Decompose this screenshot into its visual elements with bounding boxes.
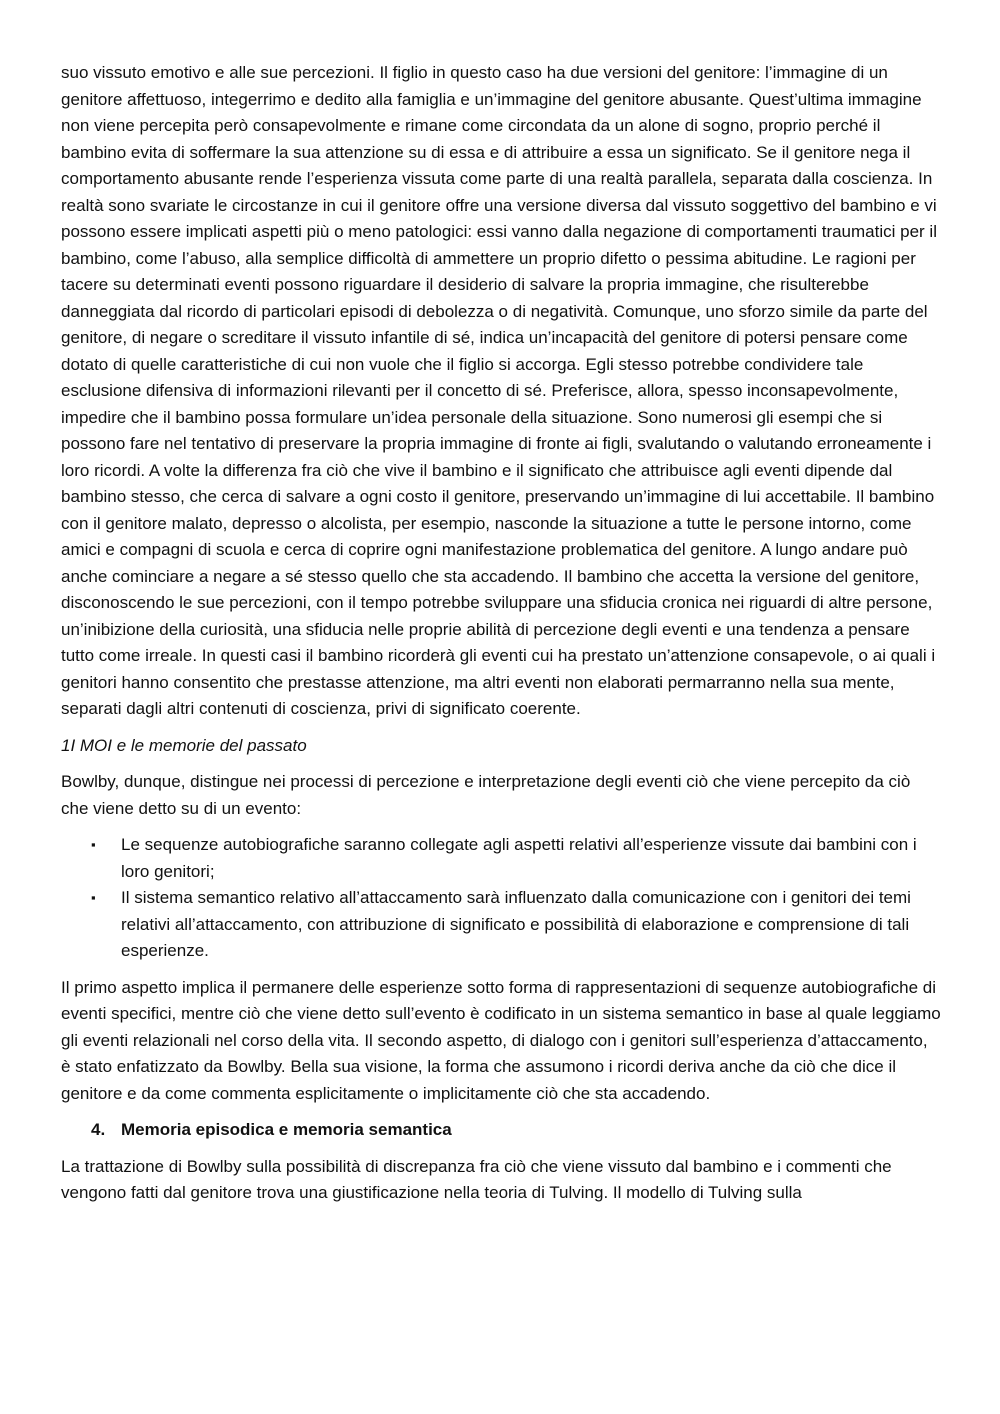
subsection-heading: 1I MOI e le memorie del passato — [61, 735, 307, 755]
body-paragraph: Il primo aspetto implica il permanere delle esperienze sotto forma di rappresentazioni di sequenze autobiografiche di eventi specifici, mentre ciò che viene detto sull’evento è codificato in un sistema semantico in base al quale leggiamo gli eventi relazionali nel corso della vita. Il secondo aspetto, di dialogo con i genitori sull’esperienza d’attaccamento, è stato enfatizzato da Bowlby. Bella sua visione, la forma che assumono i ricordi deriva anche da ciò che dice il genitore e da come commenta esplicitamente o implicitamente ciò che sta accadendo. — [61, 977, 941, 1103]
body-paragraph: suo vissuto emotivo e alle sue percezioni. Il figlio in questo caso ha due versioni del genitore: l’immagine di un genitore affettuoso, integerrimo e dedito alla famiglia e un’immagine del genitore abusante. Quest’ultima immagine non viene percepita però consapevolmente e rimane come circondata da un alone di sogno, proprio perché il bambino evita di soffermare la sua attenzione su di essa e di attribuire a essa un significato. Se il genitore nega il comportamento abusante rende l’esperienza vissuta come parte di una realtà parallela, separata dalla coscienza. In realtà sono svariate le circostanze in cui il genitore offre una versione diversa dal vissuto soggettivo del bambino e vi possono essere implicati aspetti più o meno patologici: essi vanno dalla negazione di comportamenti traumatici per il bambino, come l’abuso, alla semplice difficoltà di ammettere un proprio difetto o pessima abitudine. Le ragioni per tacere su determinati eventi possono riguardare il desiderio di salvare la propria immagine, che risulterebbe danneggiata dal ricordo di particolari episodi di debolezza o di negatività. Comunque, uno sforzo simile da parte del genitore, di negare o screditare il vissuto infantile di sé, indica un’incapacità del genitore di potersi pensare come dotato di quelle caratteristiche di cui non vuole che il figlio si accorga. Egli stesso potrebbe condividere tale esclusione difensiva di informazioni rilevanti per il concetto di sé. Preferisce, allora, spesso inconsapevolmente, impedire che il bambino possa formulare un’idea personale della situazione. Sono numerosi gli esempi che si possono fare nel tentativo di preservare la propria immagine di fronte ai figli, svalutando o valutando erroneamente i loro ricordi. A volte la differenza fra ciò che vive il bambino e il significato che attribuisce agli eventi dipende dal bambino stesso, che cerca di salvare a ogni costo il genitore, preservando un’immagine di lui accettabile. Il bambino con il genitore malato, depresso o alcolista, per esempio, nasconde la situazione a tutte le persone intorno, come amici e compagni di scuola e cerca di coprire ogni manifestazione problematica del genitore. A lungo andare può anche cominciare a negare a sé stesso quello che sta accadendo. Il bambino che accetta la versione del genitore, disconoscendo le sue percezioni, con il tempo potrebbe sviluppare una sfiducia cronica nei riguardi di altre persone, un’inibizione della curiosità, una sfiducia nelle proprie abilità di percezione degli eventi e una tendenza a pensare tutto come irreale. In questi casi il bambino ricorderà gli eventi cui ha prestato un’attenzione consapevole, o ai quali i genitori hanno consentito che prestasse attenzione, ma altri eventi non elaborati permarranno nella sua mente, separati dagli altri contenuti di coscienza, privi di significato coerente. — [61, 63, 937, 718]
body-paragraph: La trattazione di Bowlby sulla possibilità di discrepanza fra ciò che viene vissuto dal bambino e i commenti che vengono fatti dal genitore trova una giustificazione nella teoria di Tulving. Il modello di Tulving sulla — [61, 1156, 892, 1202]
list-item-text: Le sequenze autobiografiche saranno collegate agli aspetti relativi all’esperienze vissute dai bambini con i loro genitori; — [121, 835, 917, 881]
section-heading — [61, 1117, 941, 1144]
list-item — [61, 885, 941, 965]
section-title: Memoria episodica e memoria semantica — [121, 1120, 452, 1139]
list-item — [61, 832, 941, 885]
body-paragraph: Bowlby, dunque, distingue nei processi di percezione e interpretazione degli eventi ciò che viene percepito da ciò che viene detto su di un evento: — [61, 772, 911, 818]
section-number: 4. — [91, 1120, 106, 1139]
bullet-icon: ▪ — [91, 837, 96, 852]
bullet-icon: ▪ — [91, 890, 96, 905]
document-page — [61, 60, 941, 1217]
bullet-list — [61, 832, 941, 965]
list-item-text: Il sistema semantico relativo all’attaccamento sarà influenzato dalla comunicazione con i genitori dei temi relativi all’attaccamento, con attribuzione di significato e possibilità di elaborazione e comprensione di tali esperienze. — [121, 888, 911, 960]
